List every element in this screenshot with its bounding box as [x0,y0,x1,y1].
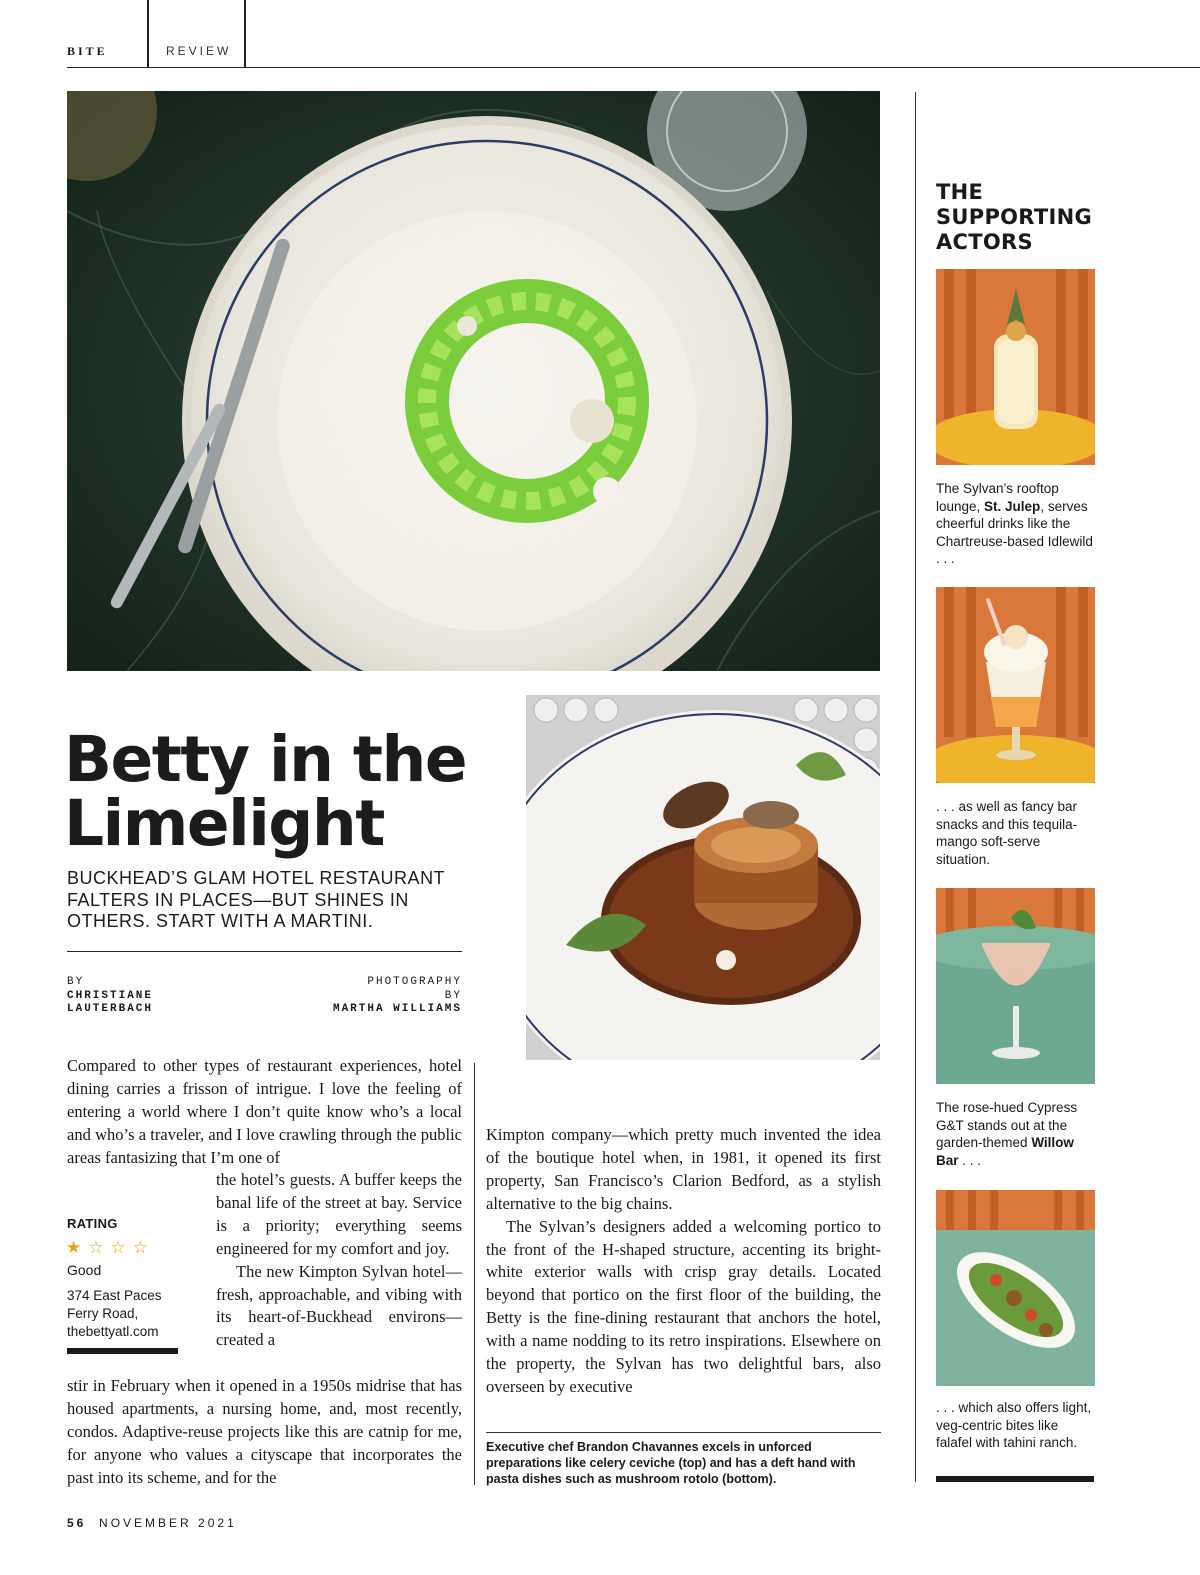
section-label: REVIEW [166,44,232,58]
sidebar-divider [915,92,916,1482]
sidebar-caption-2: . . . as well as fancy bar snacks and this tequila-mango soft-serve situation. [936,799,1078,867]
star-empty-icon: ☆ [110,1238,133,1257]
sidebar-end-rule [936,1476,1094,1482]
photo-mushroom-rotolo [526,695,880,1060]
star-empty-icon: ☆ [132,1238,155,1257]
body-paragraph: the hotel’s guests. A buffer keeps the banal life of the street at bay. Service is a priority; everything seems engineered for my comfort and joy. [216,1170,462,1258]
hero-photo-celery-ceviche [67,91,880,671]
photography-by-label: BY [444,989,462,1002]
author-name-line-1: CHRISTIANE [67,989,154,1002]
title-line-2: Limelight [64,787,384,860]
venue-name: Willow Bar [936,1135,1074,1168]
sidebar-caption-4: . . . which also offers light, veg-centric bites like falafel with tahini ranch. [936,1400,1092,1451]
sidebar-title-line-3: ACTORS [936,230,1033,254]
rating-stars [66,1238,155,1258]
issue-date: NOVEMBER 2021 [99,1516,237,1530]
venue-name: St. Julep [984,498,1041,514]
body-paragraph: The Sylvan’s designers added a welcoming portico to the front of the H-shaped structure, accenting its bright-white exterior walls with crisp gray details. Located beyond that portico on the first floor of the building, the Betty is the fine-dining restaurant that anchors the hotel, with a name nodding to its retro inspirations. Elsewhere on the property, the Sylvan has two delightful bars, also overseen by executive [486,1216,881,1396]
article-title [64,723,484,860]
body-col1-top [67,1055,462,1170]
body-col1-inset [216,1169,462,1352]
sidebar-photo-cypress-gt [936,888,1095,1084]
column-divider [474,1063,475,1485]
address-line-1: 374 East Paces [67,1288,162,1303]
header-divider [147,0,149,68]
body-paragraph: The new Kimpton Sylvan hotel—fresh, approachable, and vibing with its heart-of-Buckhead environs—created a [216,1261,462,1350]
photo-caption: Executive chef Brandon Chavannes excels in unforced preparations like celery ceviche (top) and has a deft hand with pasta dishes such as mushroom rotolo (bottom). [486,1440,856,1486]
star-empty-icon: ☆ [88,1238,111,1257]
by-label: BY [67,976,85,988]
caption-rule [486,1432,881,1433]
sidebar-title-line-1: THE [936,180,984,204]
section-name: BITE [67,44,108,58]
sidebar-photo-idlewild [936,269,1095,465]
body-paragraph: Kimpton company—which pretty much invented the idea of the boutique hotel when, in 1981, it opened its first property, San Francisco’s Clarion Bedford, as a stylish alternative to the big chains. [486,1125,881,1213]
restaurant-website: thebettyatl.com [67,1324,159,1339]
body-col2 [486,1124,881,1399]
title-line-1: Betty in the [64,723,467,796]
sidebar-title-line-2: SUPPORTING [936,205,1092,229]
photography-label: PHOTOGRAPHY [367,976,462,988]
photographer-byline [262,976,462,1017]
address-line-2: Ferry Road, [67,1306,139,1321]
page-number: 56 [67,1516,87,1530]
deck-rule [67,951,462,952]
photographer-name: MARTHA WILLIAMS [332,1003,462,1015]
star-filled-icon: ★ [66,1238,89,1257]
sidebar-photo-falafel [936,1190,1095,1386]
sidebar-title [936,180,1136,255]
sidebar-photo-soft-serve [936,587,1095,783]
header-divider [244,0,246,68]
rating-verdict: Good [67,1262,102,1278]
sidebar-caption-3: The rose-hued Cypress G&T stands out at the garden-themed Willow Bar . . . [936,1100,1078,1168]
rating-box-rule [67,1348,178,1354]
author-byline [67,976,153,1017]
rating-heading: RATING [67,1216,118,1231]
sidebar-caption-1: The Sylvan’s rooftop lounge, St. Julep, serves cheerful drinks like the Chartreuse-based Idlewild . . . [936,481,1093,567]
page-folio [67,1516,237,1530]
restaurant-address [67,1287,197,1341]
article-deck: BUCKHEAD’S GLAM HOTEL RESTAURANT FALTERS IN PLACES—BUT SHINES IN OTHERS. START WITH A MARTINI. [67,868,445,931]
body-paragraph: stir in February when it opened in a 1950s midrise that has housed apartments, a nursing home, and, most recently, condos. Adaptive-reuse projects like this are catnip for me, for anyone who values a cityscape that incorporates the past into its scheme, and for the [67,1376,462,1487]
body-col1-bottom [67,1375,462,1490]
header-rule [67,67,1200,68]
author-name-line-2: LAUTERBACH [67,1003,154,1015]
body-paragraph: Compared to other types of restaurant experiences, hotel dining carries a frisson of intrigue. I love the feeling of entering a world where I don’t quite know who’s a local and who’s a traveler, and I love crawling through the public areas fantasizing that I’m one of [67,1056,462,1167]
